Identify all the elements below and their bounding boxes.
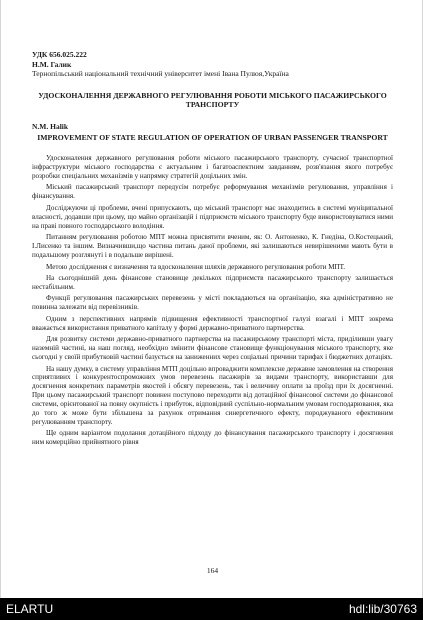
paragraph: Досліджуючи ці проблеми, вчені припускають, що міський транспорт має знаходитись в системі муніципальної власності, додавши при цьому, що майно організацій і підприємств міського транспорту буде використовуватися ними на праві повного господарського володіння. (32, 203, 393, 230)
title-en: IMPROVEMENT OF STATE REGULATION OF OPERATION OF URBAN PASSENGER TRANSPORT (37, 132, 388, 142)
affiliation: Тернопільський національний технічний університет імені Івана Пулюя,Україна (32, 69, 289, 79)
paragraph: Удосконалення державного регулювання роботи міського пасажирського транспорту, сучасної транспортної інфраструктури міського господарства є актуальним і багатоаспектним завданням, розв'язання якого потребує розробки спеціальних механізмів у напрямку стратегій доцільних змін. (32, 154, 393, 180)
paragraph: Для розвитку системи державно-приватного партнерства на пасажирському транспорті міста, приділивши увагу наземній частині, на наш погляд, необхідно змінити фінансове становище функціонування міського транспорту, яке сьогодні у своїй прибутковій частині базується на заниженних через соціальні причини тарифах і бюджетних дотаціях. (32, 335, 393, 362)
page-content (32, 50, 393, 450)
handle-link[interactable]: hdl:lib/30763 (348, 602, 417, 616)
paragraph: На нашу думку, в систему управління МТП доцільно впроваджити комплексне державне замовлення на створення сприятливих і конкурентоспроможних умов перевезень пасажирів за видами транспорту, використавши для досягнення конкретних параметрів якостей і обсягу перевезень, так і величину оплати за проїзд при їх досягненні. При цьому пасажирський транспорт повинен поступово переходити від дотаційної фінансової системи до фінансової системи, орієнтованої на повну окупність і прибуток, відповідний суспільно-нормальним умовам господарювання, яка до того ж може бути збільшена за рахунок отримання синергетичного ефекту, породжуваного ефективним регулюванням транспорту. (32, 364, 393, 426)
title-ua: УДОСКОНАЛЕННЯ ДЕРЖАВНОГО РЕГУЛЮВАННЯ РОБОТИ МІСЬКОГО ПАСАЖИРСЬКОГО ТРАНСПОРТУ (38, 90, 387, 110)
author-ua: Н.М. Галик (32, 59, 72, 69)
paragraph: Метою дослідження є визначення та вдосконалення шляхів державного регулювання роботи МПТ. (46, 262, 346, 271)
repository-footer (0, 598, 423, 620)
udc-code: УДК 656.025.222 (32, 50, 87, 59)
paragraph: На сьогоднішній день фінансове становище декількох підприємств пасажирського транспорту залишається нестабільним. (32, 274, 393, 291)
repository-name[interactable]: ELARTU (6, 602, 54, 616)
paragraph: Міський пасажирський транспорт передусім потребує реформування механізмів регулювання, управління і фінансування. (32, 183, 393, 201)
paragraph: Ще одним варіантом подолання дотаційного підходу до фінансування пасажирського транспорту і досягнення ним комерційно прийнятного рівня (32, 429, 393, 447)
author-en: N.M. Halik (32, 121, 69, 131)
paragraph: Функції регулювання пасажирських перевезень у місті покладаються на організацію, яка адміністративно не повинна залежати від перевізників. (32, 294, 393, 312)
paragraph: Одним з перспективних напрямів підвищення ефективності транспортної галузі взагалі і МПТ зокрема вважається використання приватного капіталу у формі державно-приватного партнерства. (32, 314, 393, 332)
page-number: 164 (206, 566, 219, 575)
paragraph: Питанням регулювання роботою МПТ можна присвятити вченим, як: О. Антоненко, К. Гнедіна, О.Костецький, І.Лисенко та іншим. Визначивши,що частина питань даної проблеми, які залишаються невирішеними мають бути в подальшому розглянуті і в подальше вирішені. (32, 233, 393, 259)
body-text (32, 154, 393, 447)
